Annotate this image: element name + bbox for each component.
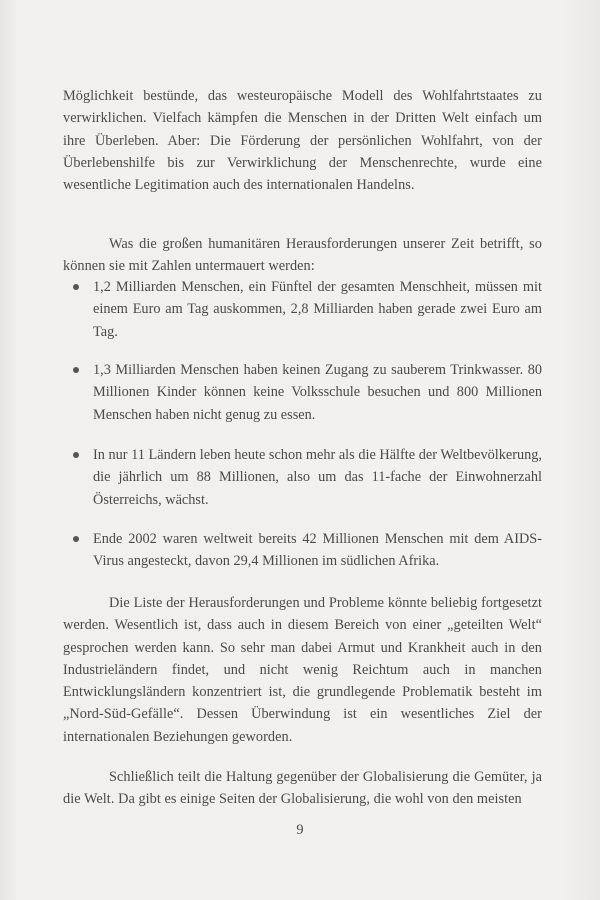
bullet-icon	[73, 367, 79, 373]
bullet-icon	[73, 452, 79, 458]
intro-text: Möglichkeit bestünde, das westeuropäische Modell des Wohlfahrtstaates zu verwirklichen. Vielfach kämpfen die Menschen in der Dritten Welt einfach um ihre Überleben. Aber: Die Förderung der persönlichen Wohlfahrt, von der Überlebenshilfe bis zur Verwirklichung der Menschenrechte, wurde eine wesentliche Legitimation auch des internationalen Handelns.	[63, 88, 542, 194]
humanitarian-paragraph	[63, 233, 542, 278]
intro-paragraph	[63, 85, 542, 196]
globalization-paragraph	[63, 766, 542, 811]
list-item-text: 1,3 Milliarden Menschen haben keinen Zugang zu sauberem Trinkwasser. 80 Millionen Kinder können keine Volksschule besuchen und 800 Millionen Menschen haben nicht genug zu essen.	[93, 362, 542, 423]
bullet-icon	[73, 284, 79, 290]
list-item-text: Ende 2002 waren weltweit bereits 42 Millionen Menschen mit dem AIDS-Virus angesteckt, davon 29,4 Millionen im südlichen Afrika.	[93, 531, 542, 570]
page-number: 9	[296, 822, 304, 838]
humanitarian-text: Was die großen humanitären Herausforderungen unserer Zeit betrifft, so können sie mit Zahlen untermauert werden:	[63, 236, 542, 275]
bullet-icon	[73, 536, 79, 542]
challenges-paragraph	[63, 592, 542, 748]
globalization-text: Schließlich teilt die Haltung gegenüber der Globalisierung die Gemüter, ja die Welt. Da gibt es einige Seiten der Globalisierung, die wohl von den meisten	[63, 769, 542, 808]
list-item-text: 1,2 Milliarden Menschen, ein Fünftel der gesamten Menschheit, müssen mit einem Euro am Tag auskommen, 2,8 Milliarden haben gerade zwei Euro am Tag.	[93, 279, 542, 340]
challenges-text: Die Liste der Herausforderungen und Probleme könnte beliebig fortgesetzt werden. Wesentlich ist, dass auch in diesem Bereich von einer „geteilten Welt“ gesprochen werden kann. So sehr man dabei Armut und Krankheit auch in den Industrieländern findet, und nicht wenig Reichtum auch in manchen Entwicklungsländern konzentriert ist, die grundlegende Problematik besteht im „Nord-Süd-Gefälle“. Dessen Überwindung ist ein wesentliches Ziel der internationalen Beziehungen geworden.	[63, 595, 542, 745]
list-item-text: In nur 11 Ländern leben heute schon mehr als die Hälfte der Weltbevölkerung, die jährlich um 88 Millionen, also um das 11-fache der Einwohnerzahl Österreichs, wächst.	[93, 447, 542, 508]
